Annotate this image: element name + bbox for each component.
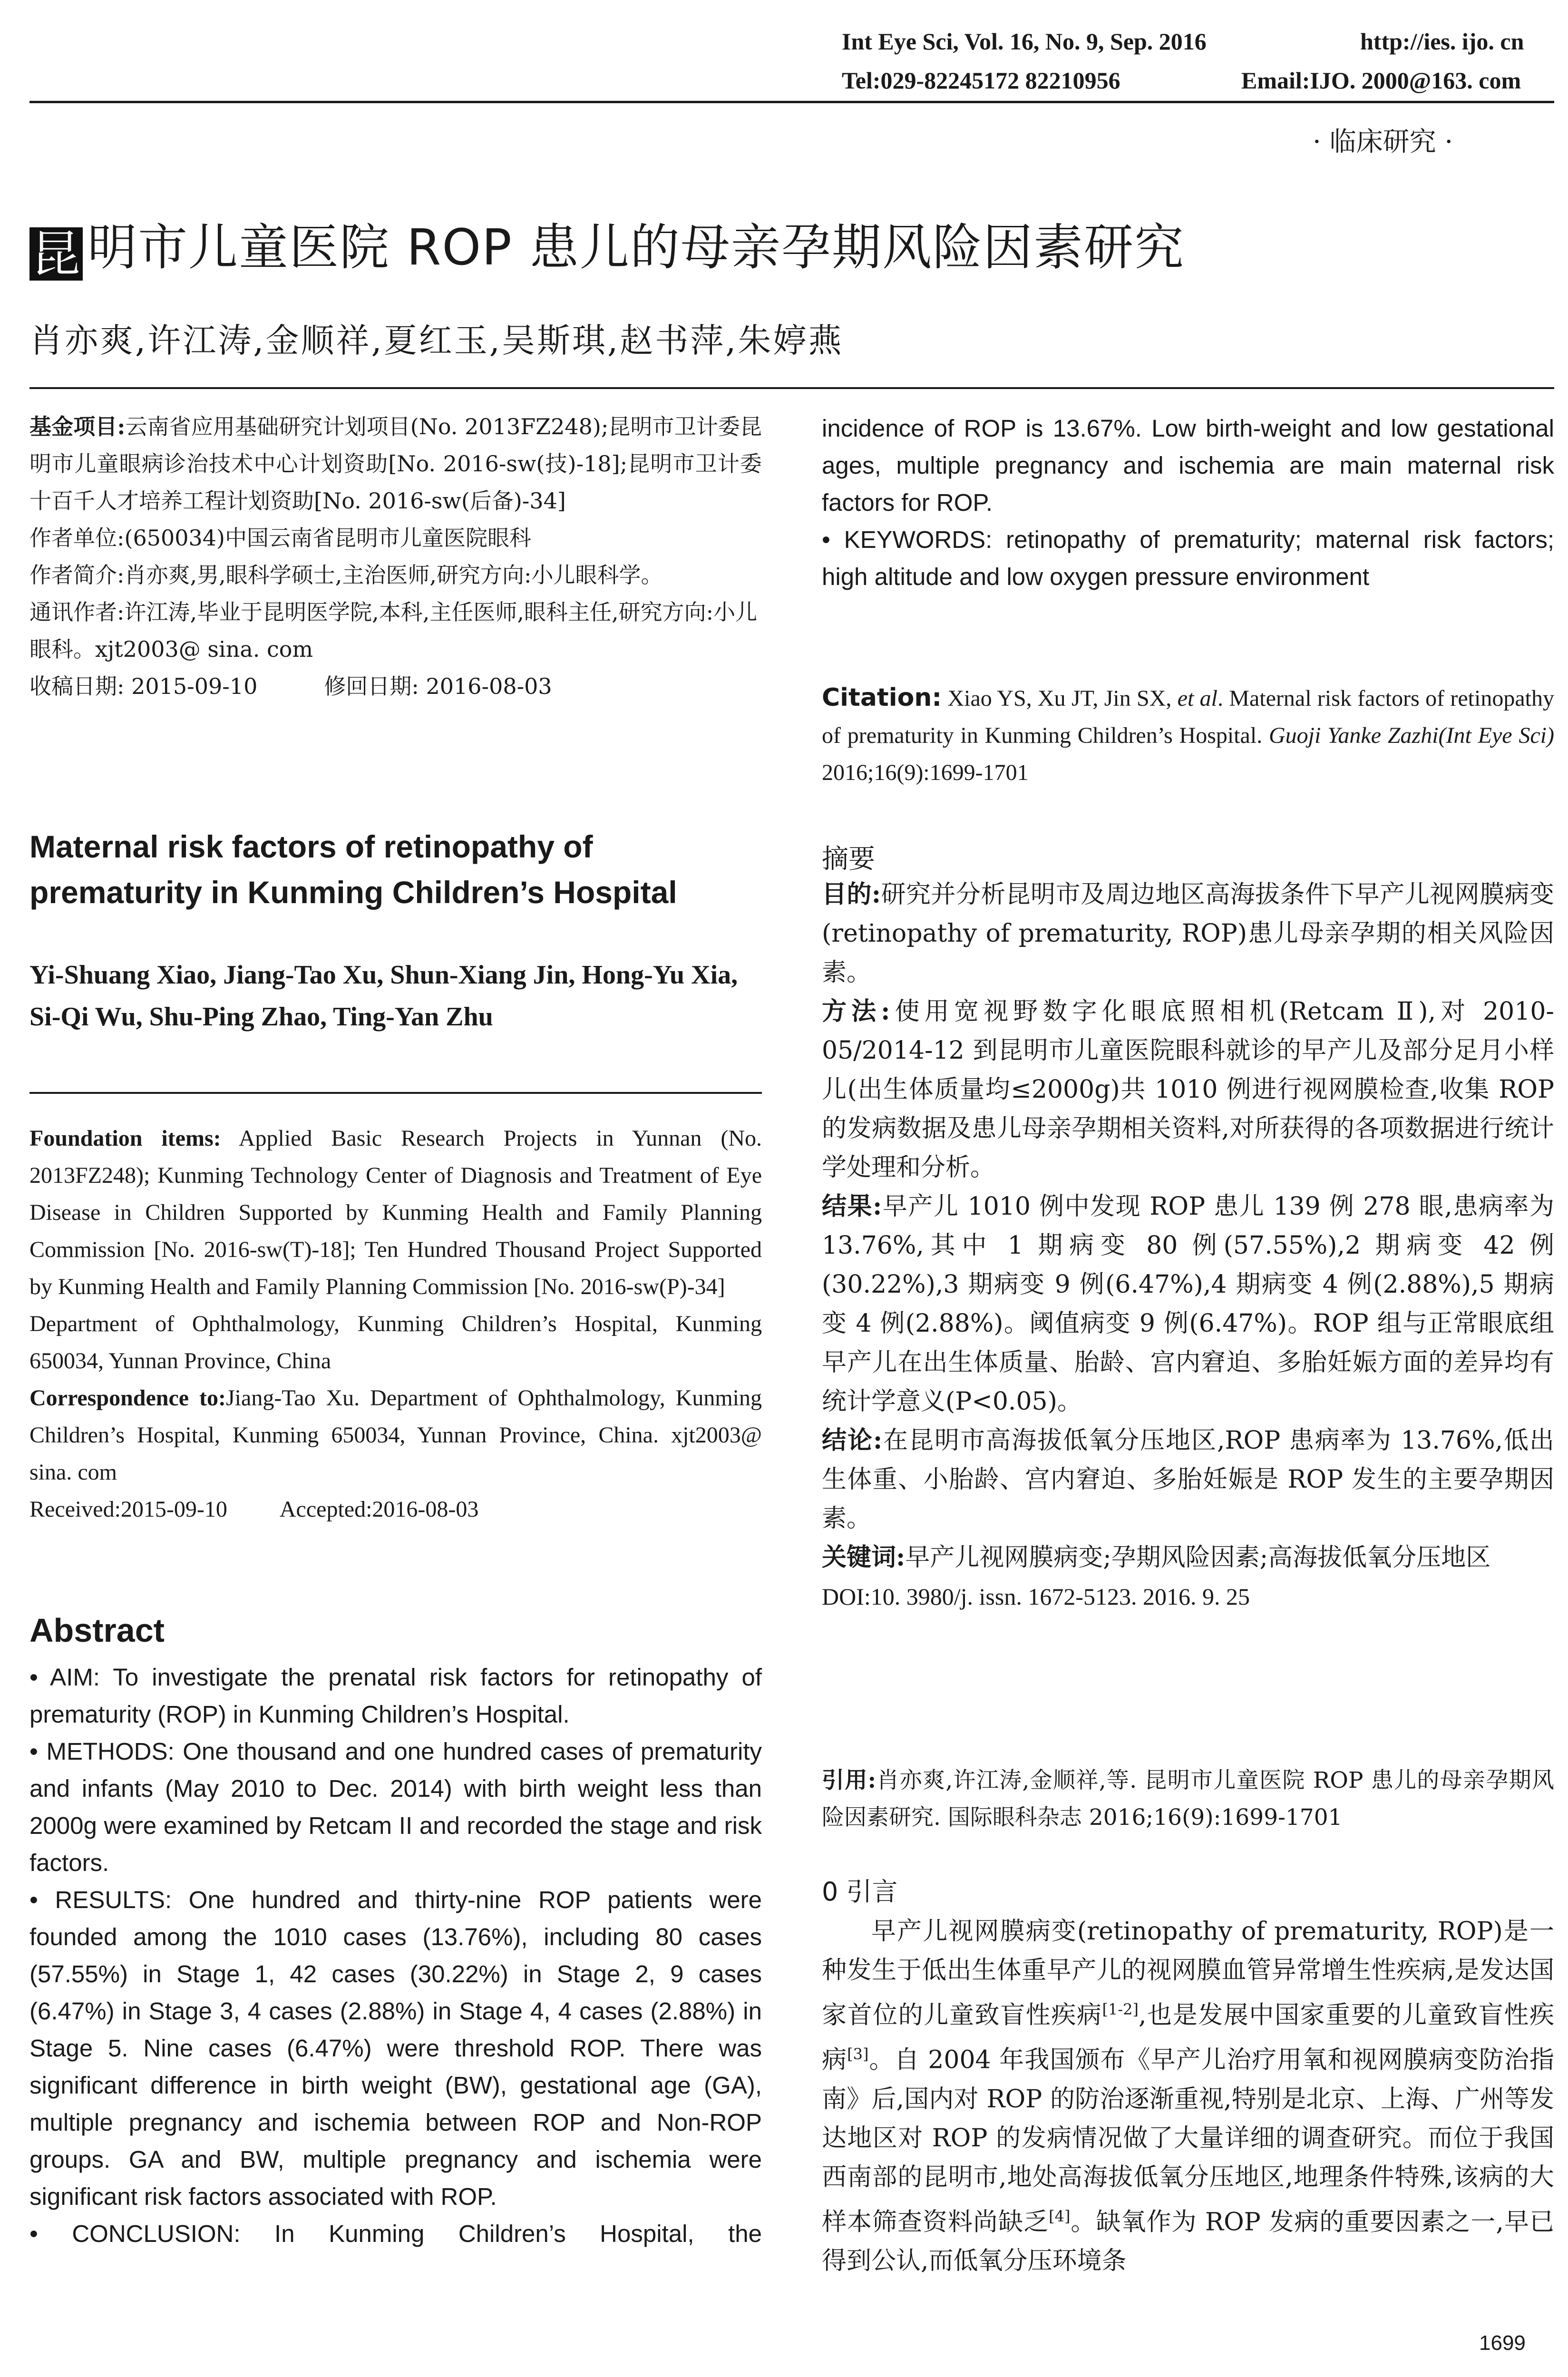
page-number: 1699 xyxy=(1479,2331,1526,2355)
received-en: Received:2015-09-10 xyxy=(29,1497,227,1522)
authors-rule xyxy=(29,387,1554,389)
keywords-text: retinopathy of prematurity; maternal risk factors; high altitude and low oxygen pressure environment xyxy=(822,526,1554,590)
citation-text-b: . Maternal risk factors of retinopathy of prematurity in Kunming Children’s Hospital. xyxy=(822,686,1554,748)
author-bio-cn: 作者简介:肖亦爽,男,眼科学硕士,主治医师,研究方向:小儿眼科学。 xyxy=(29,562,663,588)
methods-label: • METHODS: xyxy=(29,1738,175,1765)
ref-3[interactable]: [3] xyxy=(847,2045,869,2064)
department-en: Department of Ophthalmology, Kunming Children’s Hospital, Kunming 650034, Yunnan Province, China xyxy=(29,1311,762,1374)
abstract-en-right xyxy=(822,410,1554,595)
received-cn: 收稿日期: 2015-09-10 xyxy=(29,673,258,699)
aim-text-cn: 研究并分析昆明市及周边地区高海拔条件下早产儿视网膜病变(retinopathy of prematurity, ROP)患儿母亲孕期的相关风险因素。 xyxy=(822,880,1554,987)
citation-journal: Guoji Yanke Zazhi(Int Eye Sci) xyxy=(1269,723,1554,748)
conclusion-label: • CONCLUSION: xyxy=(29,2220,241,2247)
accepted-en: Accepted:2016-08-03 xyxy=(279,1497,479,1522)
abstract-cn xyxy=(822,875,1554,1616)
authors-en-rule xyxy=(29,1092,762,1094)
conclusion-label-cn: 结论: xyxy=(822,1426,883,1455)
journal-website[interactable]: http://ies. ijo. cn xyxy=(1360,28,1524,55)
article-title-cn xyxy=(29,207,1185,281)
intro-text xyxy=(822,1912,1554,2280)
citation-text-c: 2016;16(9):1699-1701 xyxy=(822,760,1029,785)
authors-en: Yi-Shuang Xiao, Jiang-Tao Xu, Shun-Xiang Jin, Hong-Yu Xia, Si-Qi Wu, Shu-Ping Zhao, Ting-Yan Zhu xyxy=(29,960,738,1032)
journal-email[interactable]: Email:IJO. 2000@163. com xyxy=(1241,67,1521,94)
journal-tel: Tel:029-82245172 82210956 xyxy=(842,67,1120,94)
abstract-cn-heading: 摘要 xyxy=(822,844,875,875)
citation-label: Citation: xyxy=(822,683,942,712)
aim-text: To investigate the prenatal risk factors for retinopathy of prematurity (ROP) in Kunming Children’s Hospital. xyxy=(29,1664,762,1728)
foundation-label-cn: 基金项目: xyxy=(29,414,126,439)
results-text-cn: 早产儿 1010 例中发现 ROP 患儿 139 例 278 眼,患病率为 13.76%,其中 1 期病变 80 例(57.55%),2 期病变 42 例(30.22%),3 期病变 9 例(6.47%),4 期病变 4 例(2.88%),5 期病变 4 例(2.88%)。阈值病变 9 例(6.47%)。ROP 组与正常眼底组早产儿在出生体质量、胎龄、宫内窘迫、多胎妊娠方面的差异均有统计学意义(P<0.05)。 xyxy=(822,1192,1554,1416)
meta-en xyxy=(29,1120,762,1528)
revised-cn: 修回日期: 2016-08-03 xyxy=(324,673,552,699)
abstract-en-left xyxy=(29,1659,762,2252)
keywords-label-cn: 关键词: xyxy=(822,1543,906,1572)
citation-cn xyxy=(822,1762,1554,1836)
journal-info: Int Eye Sci, Vol. 16, No. 9, Sep. 2016 xyxy=(842,28,1207,55)
methods-label-cn: 方法: xyxy=(822,997,890,1026)
ref-1-2[interactable]: [1-2] xyxy=(1102,2000,1139,2018)
abstract-heading: Abstract xyxy=(29,1612,165,1649)
foundation-text-en: Applied Basic Research Projects in Yunnan (No. 2013FZ248); Kunming Technology Center of Diagnosis and Treatment of Eye Disease in Children Supported by Kunming Health and Family Planning Commission [No. 2016-sw(T)-18]; Ten Hundred Thousand Project Supported by Kunming Health and Family Planning Commission [No. 2016-sw(P)-34] xyxy=(29,1126,762,1299)
keywords-label: • KEYWORDS: xyxy=(822,526,993,553)
intro-p1: 早产儿视网膜病变(retinopathy of prematurity, ROP)是一种发生于低出生体重早产儿的视网膜血管异常增生性疾病,是发达国家首位的儿童致盲性疾病 xyxy=(822,1917,1554,2030)
citation-label-cn: 引用: xyxy=(822,1767,876,1793)
conclusion-text-start: In Kunming Children’s Hospital, the xyxy=(240,2220,762,2247)
corresponding-cn: 通讯作者:许江涛,毕业于昆明医学院,本科,主任医师,眼科主任,研究方向:小儿眼科。xjt2003@ sina. com xyxy=(29,599,758,662)
citation-text-cn: 肖亦爽,许江涛,金顺祥,等. 昆明市儿童医院 ROP 患儿的母亲孕期风险因素研究. 国际眼科杂志 2016;16(9):1699-1701 xyxy=(822,1767,1554,1831)
foundation-label-en: Foundation items: xyxy=(29,1126,221,1151)
keywords-text-cn: 早产儿视网膜病变;孕期风险因素;高海拔低氧分压地区 xyxy=(905,1543,1491,1572)
conclusion-text-cont: incidence of ROP is 13.67%. Low birth-weight and low gestational ages, multiple pregnancy and ischemia are main maternal risk factors for ROP. xyxy=(822,415,1554,516)
results-text: One hundred and thirty-nine ROP patients were founded among the 1010 cases (13.76%), including 80 cases (57.55%) in Stage 1, 42 cases (30.22%) in Stage 2, 9 cases (6.47%) in Stage 3, 4 cases (2.88%) in Stage 4, 4 cases (2.88%) in Stage 5. Nine cases (6.47%) were threshold ROP. There was significant difference in birth weight (BW), gestational age (GA), multiple pregnancy and ischemia between ROP and Non-ROP groups. GA and BW, multiple pregnancy and ischemia were significant risk factors associated with ROP. xyxy=(29,1886,762,2210)
header-rule xyxy=(29,101,1554,103)
intro-heading: 0 引言 xyxy=(822,1877,898,1907)
methods-text: One thousand and one hundred cases of prematurity and infants (May 2010 to Dec. 2014) with birth weight less than 2000g were examined by Retcam II and recorded the stage and risk factors. xyxy=(29,1738,762,1876)
title-text: 明市儿童医院 ROP 患儿的母亲孕期风险因素研究 xyxy=(88,218,1185,276)
citation-en xyxy=(822,679,1554,791)
foundation-text-cn: 云南省应用基础研究计划项目(No. 2013FZ248);昆明市卫计委昆明市儿童眼病诊治技术中心计划资助[No. 2016-sw(技)-18];昆明市卫计委十百千人才培养工程计划资助[No. 2016-sw(后备)-34] xyxy=(29,414,762,514)
intro-p2: ,也是发展中国家重要的儿童致盲性疾病 xyxy=(822,2001,1554,2075)
citation-etal: et al xyxy=(1177,686,1217,711)
intro-p3: 。自 2004 年我国颁布《早产儿治疗用氧和视网膜病变防治指南》后,国内对 ROP 的防治逐渐重视,特别是北京、上海、广州等发达地区对 ROP 的发病情况做了大量详细的调查研究。而位于我国西南部的昆明市,地处高海拔低氧分压地区,地理条件特殊,该病的大样本筛查资料尚缺乏 xyxy=(822,2046,1554,2236)
citation-text-a: Xiao YS, Xu JT, Jin SX, xyxy=(942,686,1178,711)
correspondence-text-en: Jiang-Tao Xu. Department of Ophthalmology, Kunming Children’s Hospital, Kunming 650034, Yunnan Province, China. xjt2003@ sina. com xyxy=(29,1385,762,1485)
results-label-cn: 结果: xyxy=(822,1192,882,1221)
authors-cn: 肖亦爽,许江涛,金顺祥,夏红玉,吴斯琪,赵书萍,朱婷燕 xyxy=(29,321,844,360)
meta-cn xyxy=(29,408,762,705)
section-label: · 临床研究 · xyxy=(1313,127,1453,157)
title-initial: 昆 xyxy=(29,227,83,281)
results-label: • RESULTS: xyxy=(29,1886,172,1913)
ref-4[interactable]: [4] xyxy=(1049,2207,1071,2225)
aim-label-cn: 目的: xyxy=(822,880,881,909)
author-unit-cn: 作者单位:(650034)中国云南省昆明市儿童医院眼科 xyxy=(29,525,531,551)
doi[interactable]: DOI:10. 3980/j. issn. 1672-5123. 2016. 9. 25 xyxy=(822,1583,1250,1610)
article-title-en: Maternal risk factors of retinopathy of prematurity in Kunming Children’s Hospital xyxy=(29,829,677,910)
correspondence-label-en: Correspondence to: xyxy=(29,1385,226,1411)
conclusion-text-cn: 在昆明市高海拔低氧分压地区,ROP 患病率为 13.76%,低出生体重、小胎龄、宫内窘迫、多胎妊娠是 ROP 发生的主要孕期因素。 xyxy=(822,1426,1554,1533)
aim-label: • AIM: xyxy=(29,1664,100,1691)
methods-text-cn: 使用宽视野数字化眼底照相机(Retcam Ⅱ),对 2010-05/2014-12 到昆明市儿童医院眼科就诊的早产儿及部分足月小样儿(出生体质量均≤2000g)共 1010 例进行视网膜检查,收集 ROP 的发病数据及患儿母亲孕期相关资料,对所获得的各项数据进行统计学处理和分析。 xyxy=(822,997,1554,1182)
intro-p4: 。缺氧作为 ROP 发病的重要因素之一,早已得到公认,而低氧分压环境条 xyxy=(822,2207,1554,2275)
